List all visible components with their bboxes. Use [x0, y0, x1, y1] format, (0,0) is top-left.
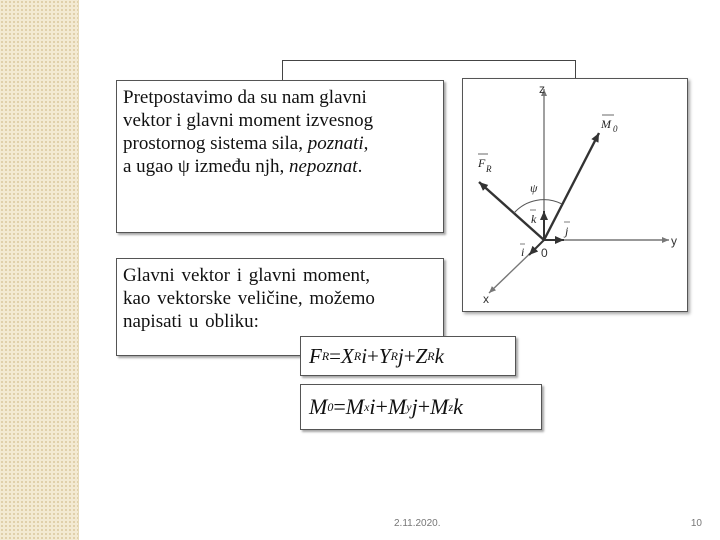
x-axis-label: x — [483, 292, 489, 306]
intro-line-4 — [123, 155, 437, 178]
eq1-j: j — [397, 343, 404, 368]
eq1-equals: = — [329, 343, 342, 368]
eq1-zr: Z — [415, 343, 428, 368]
i-label — [520, 244, 525, 259]
z-axis-label: z — [539, 82, 545, 96]
eq1-plus-2: + — [403, 343, 416, 368]
eq2-j: j — [411, 394, 418, 419]
m0-label-sub: 0 — [613, 124, 618, 134]
m0-label — [600, 115, 618, 134]
vector-line-1: Glavni vektor i glavni moment, — [123, 265, 371, 286]
intro-line-4-middle: između njh, — [189, 156, 289, 177]
vector-line-2: kao vektorske veličine, možemo — [123, 288, 375, 309]
fr-label-sub: R — [486, 164, 492, 174]
eq1-plus-1: + — [367, 343, 379, 368]
vector-line-3: napisati u obliku: — [123, 311, 259, 332]
angle-psi-label: ψ — [530, 181, 538, 195]
page-number: 10 — [690, 518, 702, 529]
intro-word-nepoznat: nepoznat — [288, 156, 358, 177]
k-label-letter: k — [531, 212, 537, 226]
eq1-zr-sub: R — [427, 348, 435, 363]
intro-text-box — [116, 80, 444, 233]
main-moment-equation — [300, 384, 542, 430]
eq2-mz: M — [430, 394, 449, 419]
k-label — [530, 210, 537, 226]
angle-arc — [514, 200, 562, 213]
fr-label-letter: F — [478, 156, 486, 170]
eq1-fr: F — [309, 343, 322, 368]
eq2-m0: M — [309, 394, 328, 419]
eq1-k: k — [434, 343, 444, 368]
psi-symbol: ψ — [177, 156, 190, 177]
intro-line-3 — [123, 132, 437, 155]
eq2-mx: M — [345, 394, 365, 419]
eq1-yr-sub: R — [390, 348, 398, 363]
intro-line-4-start: a ugao — [123, 156, 178, 177]
origin-label: 0 — [541, 246, 548, 260]
fr-label — [477, 154, 492, 174]
intro-line-3-text: prostornog sistema sila, — [123, 133, 308, 154]
footer-date: 2.11.2020. — [394, 518, 441, 529]
intro-line-4-end: . — [357, 156, 363, 177]
eq2-k: k — [453, 394, 463, 419]
vector-diagram-svg — [463, 79, 687, 311]
eq1-i: i — [361, 343, 368, 368]
j-label-letter: j — [565, 224, 569, 238]
eq1-xr: X — [341, 343, 354, 368]
eq2-mx-sub: x — [364, 399, 370, 414]
m0-label-letter: M — [601, 117, 611, 131]
eq2-my-sub: y — [406, 399, 412, 414]
eq2-i: i — [369, 394, 376, 419]
decorative-side-strip — [0, 0, 79, 540]
eq2-plus-1: + — [375, 394, 388, 419]
vector-diagram — [462, 78, 688, 312]
intro-line-1: Pretpostavimo da su nam glavni — [123, 87, 367, 108]
intro-word-poznati: poznati — [307, 133, 364, 154]
m0-vector — [544, 133, 599, 240]
i-label-letter: i — [521, 245, 525, 259]
y-axis-label: y — [671, 234, 677, 248]
eq1-xr-sub: R — [353, 348, 362, 363]
eq2-equals: = — [333, 394, 346, 419]
j-label — [563, 222, 570, 238]
eq2-plus-2: + — [417, 394, 431, 419]
eq2-my: M — [387, 394, 407, 419]
intro-line-2: vektor i glavni moment izvesnog — [123, 110, 374, 131]
eq2-m0-sub: 0 — [327, 399, 334, 414]
intro-line-3-end: , — [363, 133, 369, 154]
eq1-fr-sub: R — [321, 348, 330, 363]
resultant-force-equation — [300, 336, 516, 376]
eq2-mz-sub: z — [448, 399, 454, 414]
eq1-yr: Y — [378, 343, 391, 368]
